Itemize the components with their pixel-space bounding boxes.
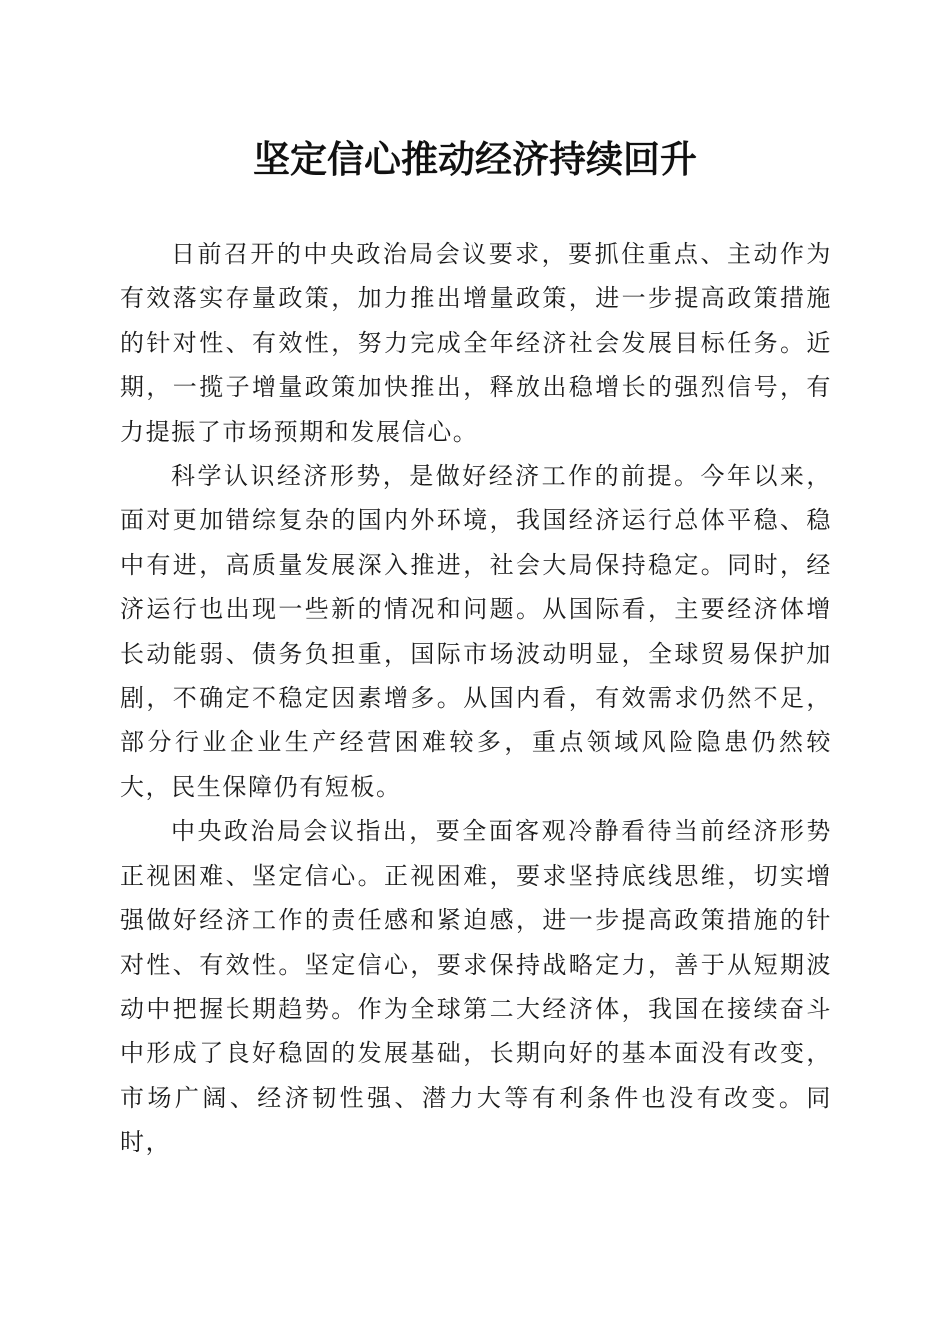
document-body [120,232,832,1165]
paragraph-2: 科学认识经济形势，是做好经济工作的前提。今年以来，面对更加错综复杂的国内外环境，我国经济运行总体平稳、稳中有进，高质量发展深入推进，社会大局保持稳定。同时，经济运行也出现一些新的情况和问题。从国际看，主要经济体增长动能弱、债务负担重，国际市场波动明显，全球贸易保护加剧，不确定不稳定因素增多。从国内看，有效需求仍然不足，部分行业企业生产经营困难较多，重点领域风险隐患仍然较大，民生保障仍有短板。 [120,462,832,801]
paragraph-1: 日前召开的中央政治局会议要求，要抓住重点、主动作为有效落实存量政策，加力推出增量政策，进一步提高政策措施的针对性、有效性，努力完成全年经济社会发展目标任务。近期，一揽子增量政策加快推出，释放出稳增长的强烈信号，有力提振了市场预期和发展信心。 [120,240,832,446]
document-title: 坚定信心推动经济持续回升 [253,137,697,181]
paragraph-3: 中央政治局会议指出，要全面客观冷静看待当前经济形势正视困难、坚定信心。正视困难，要求坚持底线思维，切实增强做好经济工作的责任感和紧迫感，进一步提高政策措施的针对性、有效性。坚定信心，要求保持战略定力，善于从短期波动中把握长期趋势。作为全球第二大经济体，我国在接续奋斗中形成了良好稳固的发展基础，长期向好的基本面没有改变，市场广阔、经济韧性强、潜力大等有利条件也没有改变。同时， [120,817,832,1157]
